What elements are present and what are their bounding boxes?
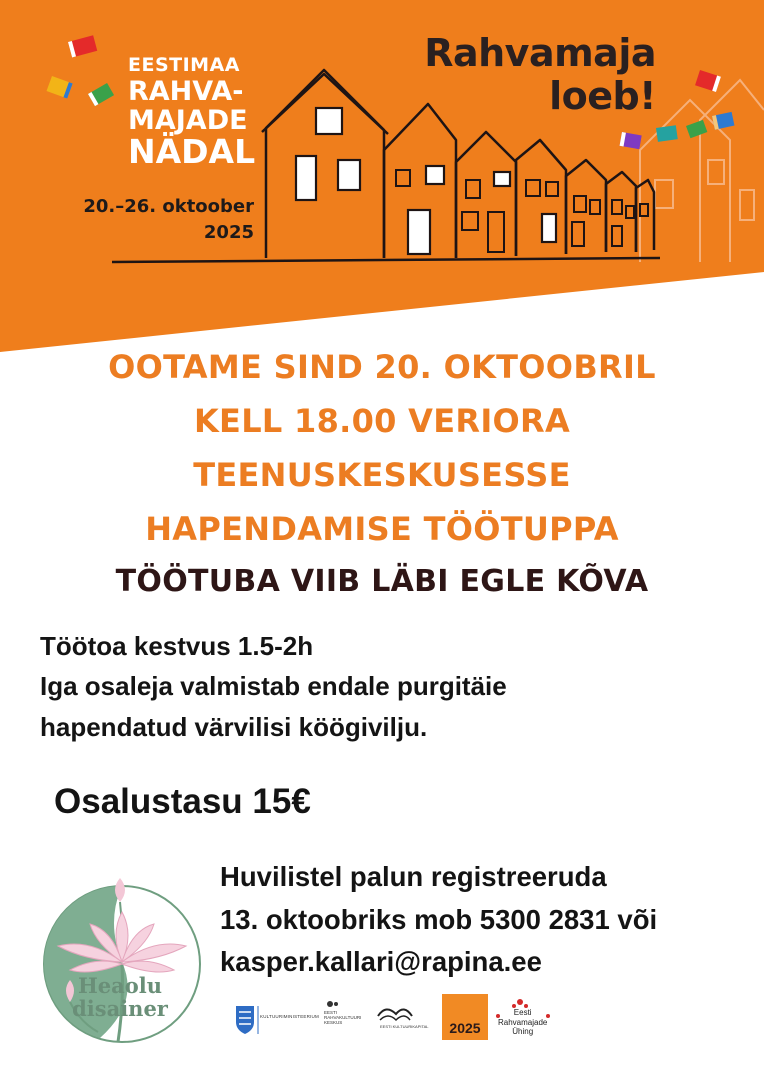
details-line: Iga osaleja valmistab endale purgitäie xyxy=(40,671,507,702)
event-banner xyxy=(0,0,764,360)
event-title-line: RAHVA- xyxy=(128,76,244,107)
event-title xyxy=(128,54,278,171)
heaolu-disainer-logo xyxy=(40,872,210,1052)
details-line: Töötoa kestvus 1.5-2h xyxy=(40,631,314,661)
sponsor-logos xyxy=(230,994,560,1040)
workshop-details xyxy=(40,626,740,747)
registration-info xyxy=(220,856,760,984)
logo-text xyxy=(60,974,180,1020)
registration-line: Huvilistel palun registreeruda xyxy=(220,861,607,892)
week-logo-year: 2025 xyxy=(449,1020,481,1036)
event-dates-range: 20.–26. oktoober xyxy=(83,196,254,217)
slogan-line: loeb! xyxy=(549,73,656,118)
coat-of-arms-icon xyxy=(236,1006,254,1034)
headline-line: KELL 18.00 VERIORA xyxy=(193,402,571,440)
union-logo-line: Rahvamajade xyxy=(498,1017,548,1027)
slogan-line: Rahvamaja xyxy=(424,31,656,75)
folk-culture-center-line: KESKUS xyxy=(324,1020,343,1026)
headline-line: TEENUSKESKUSESSE xyxy=(193,456,571,494)
event-dates-year: 2025 xyxy=(203,222,254,244)
registration-line: 13. oktoobriks mob 5300 2831 või xyxy=(220,903,658,935)
folk-culture-center-line: RAHVAKULTUURI xyxy=(324,1015,362,1021)
union-logo xyxy=(498,1008,547,1037)
participation-fee: Osalustasu 15€ xyxy=(54,782,311,821)
cultural-endowment-logo: EESTI KULTUURIKAPITAL xyxy=(380,1024,429,1029)
logo-text-line: disainer xyxy=(72,996,168,1022)
folk-culture-center-line: EESTI xyxy=(324,1010,338,1015)
ministry-logo: KULTUURIMINISTEERIUM xyxy=(260,1014,319,1019)
event-dates xyxy=(40,194,254,246)
registration-email: kasper.kallari@rapina.ee xyxy=(220,946,542,978)
workshop-leader: TÖÖTUBA VIIB LÄBI EGLE KÕVA xyxy=(115,564,649,599)
cultural-endowment-icon xyxy=(378,1009,412,1020)
headline-line: OOTAME SIND 20. OKTOOBRIL xyxy=(108,348,656,386)
event-title-line: MAJADE xyxy=(128,105,248,136)
event-title-line: EESTIMAA xyxy=(128,54,240,76)
slogan xyxy=(404,32,656,117)
headline-line: HAPENDAMISE TÖÖTUPPA xyxy=(145,510,619,548)
logo-text-line: Heaolu xyxy=(77,973,163,998)
lotus-flower-icon xyxy=(40,872,210,1052)
event-title-line: NÄDAL xyxy=(128,132,256,171)
folk-culture-center-icon xyxy=(327,1001,338,1007)
union-logo-line: Ühing xyxy=(512,1027,534,1037)
details-line: hapendatud värvilisi köögivilju. xyxy=(40,711,428,742)
union-logo-line: Eesti xyxy=(513,1008,532,1017)
week-logo-2025 xyxy=(442,994,488,1040)
folk-culture-center-logo xyxy=(324,1010,361,1026)
